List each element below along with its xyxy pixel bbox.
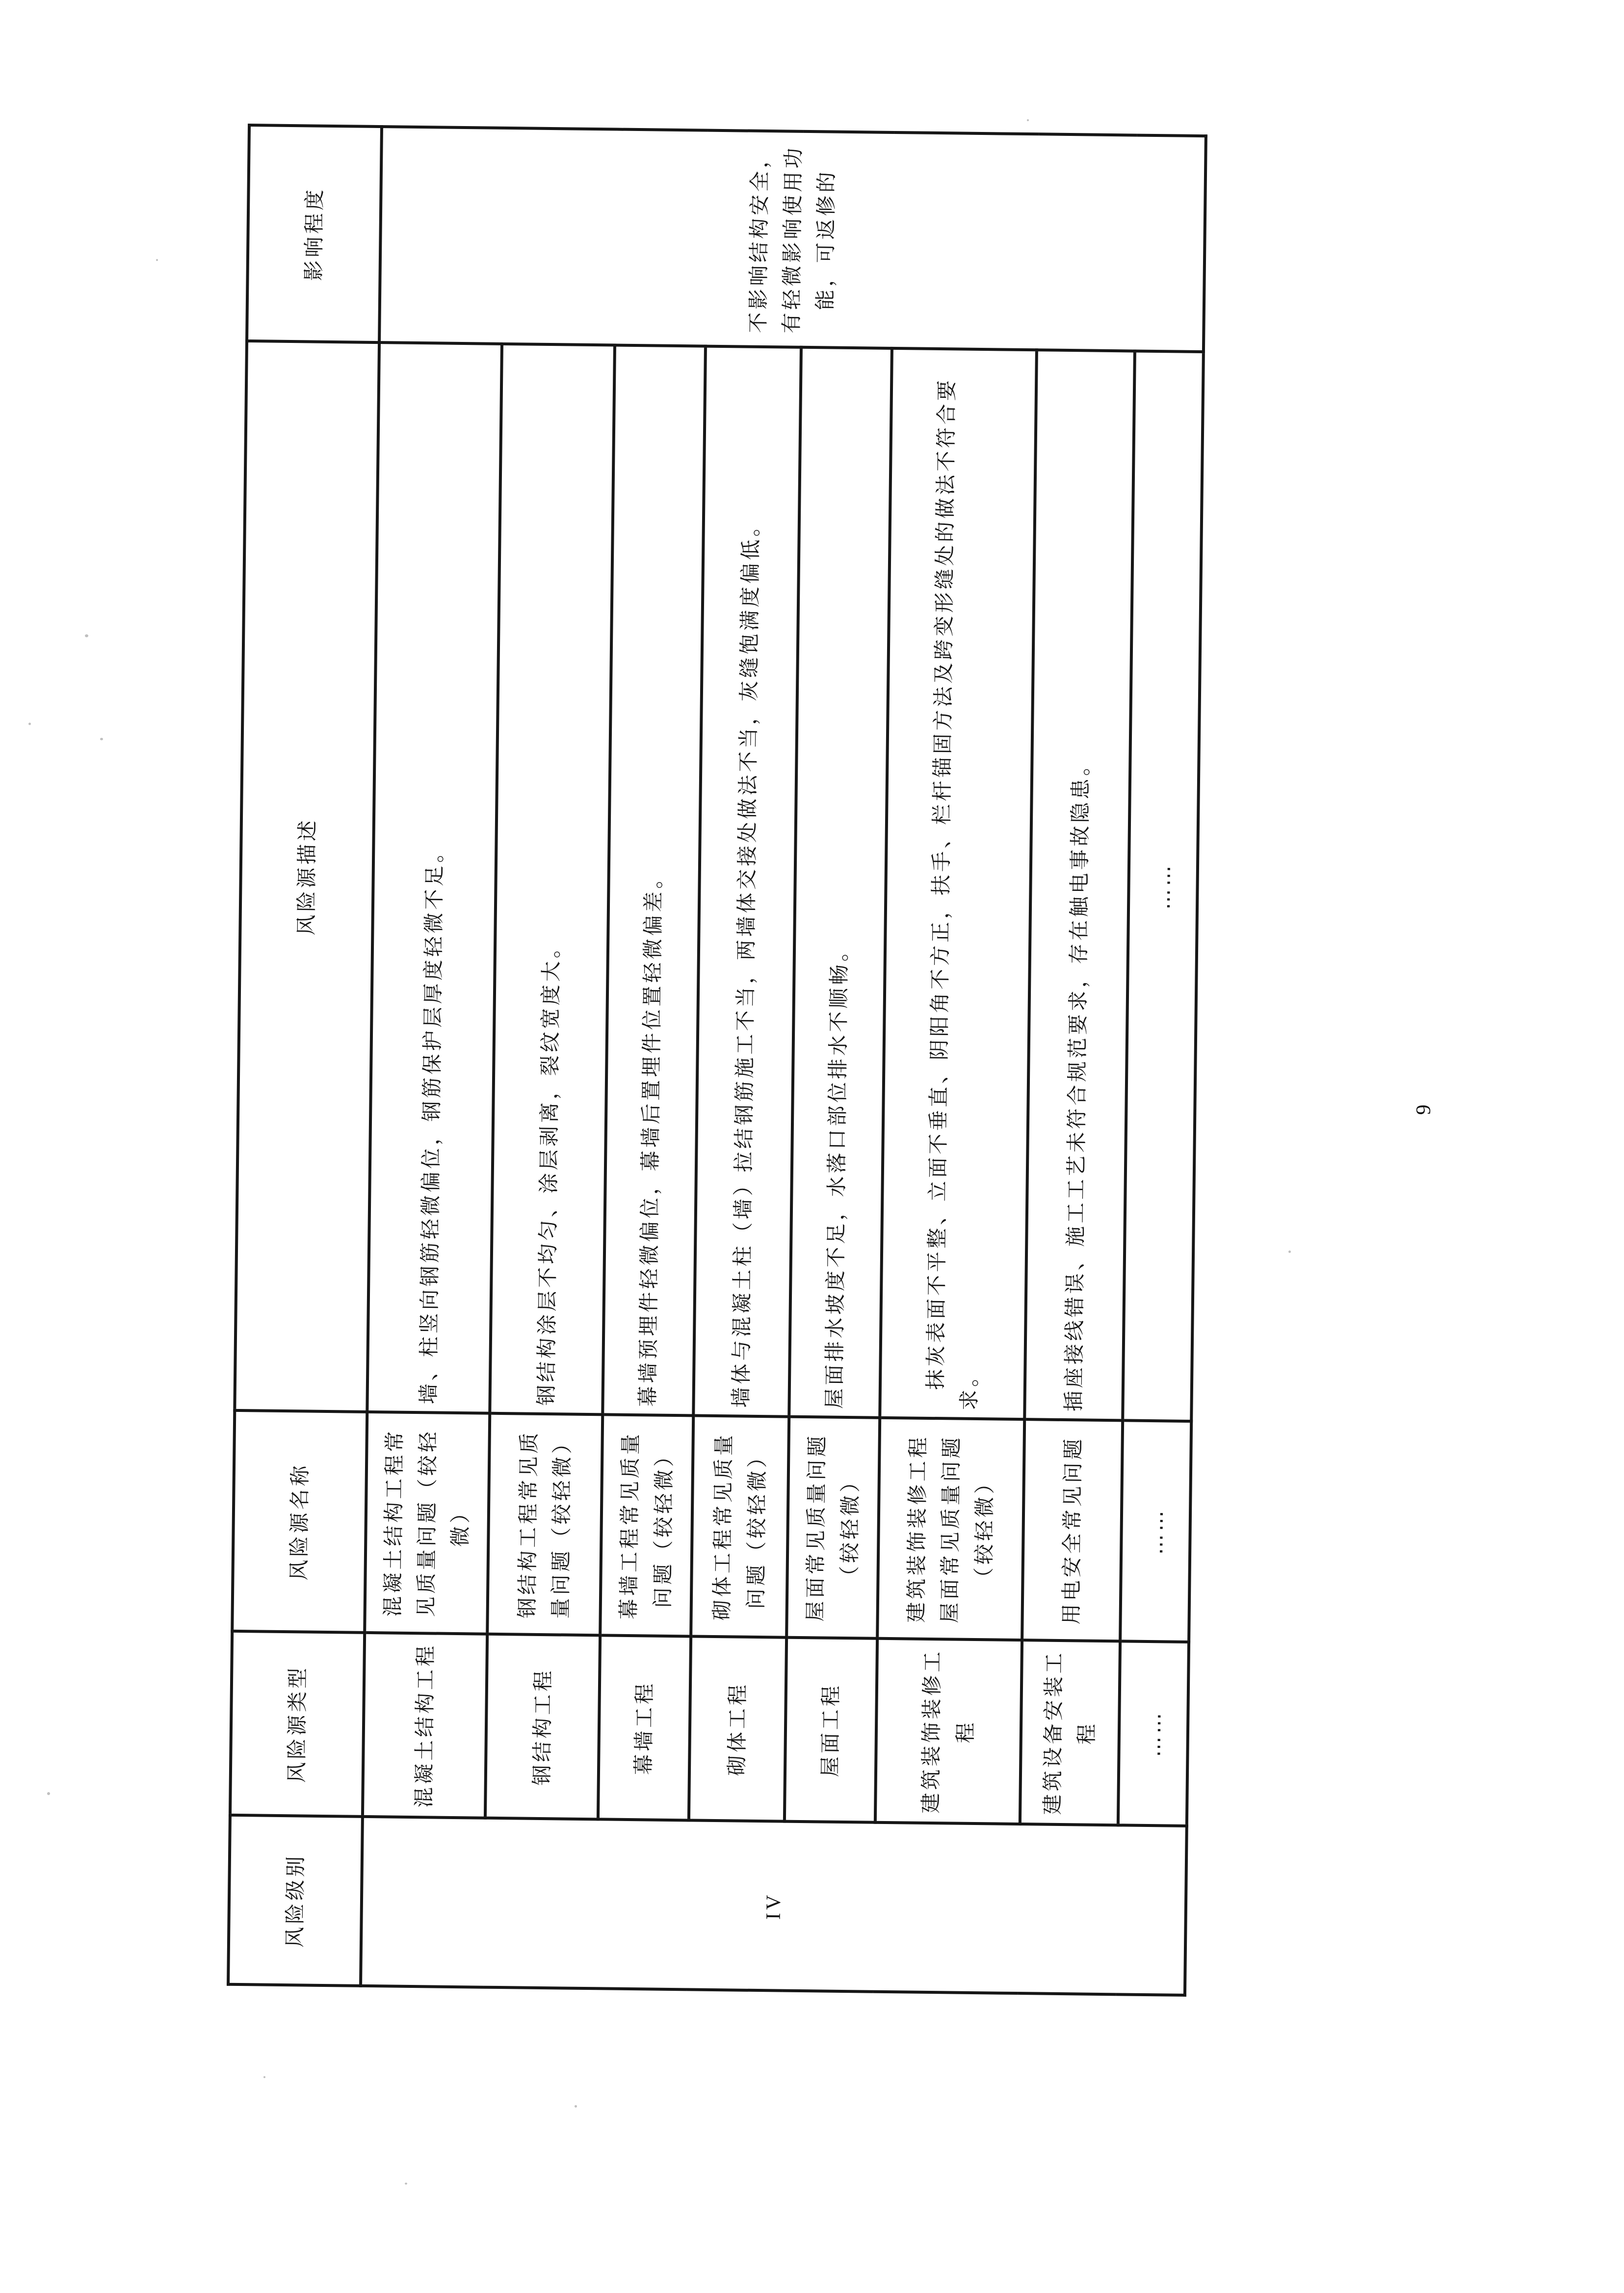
risk-table-header bbox=[228, 125, 382, 1986]
risk-source-name-cell: 混凝土结构工程常见质量问题（较轻微） bbox=[365, 1412, 490, 1634]
risk-source-type-cell: …… bbox=[1118, 1641, 1189, 1826]
risk-table bbox=[227, 124, 1207, 1997]
scan-speck bbox=[156, 259, 158, 261]
risk-source-type-cell: 混凝土结构工程 bbox=[363, 1633, 487, 1818]
table-row bbox=[873, 132, 1039, 1993]
risk-level-cell: IV bbox=[361, 1817, 1187, 1995]
table-row bbox=[361, 127, 504, 1987]
risk-source-name-cell: …… bbox=[1120, 1420, 1191, 1642]
risk-source-type-cell: 幕墙工程 bbox=[598, 1635, 691, 1820]
scan-speck bbox=[575, 2105, 577, 2108]
header-risk-source-type: 风险源类型 bbox=[230, 1631, 365, 1817]
scan-speck bbox=[1288, 1251, 1291, 1253]
risk-source-desc-cell: 墙体与混凝土柱（墙）拉结钢筋施工不当，两墙体交接处做法不当，灰缝饱满度偏低。 bbox=[693, 346, 801, 1417]
header-risk-source-name: 风险源名称 bbox=[232, 1410, 367, 1633]
risk-source-name-cell: 屋面常见质量问题（较轻微） bbox=[786, 1417, 880, 1639]
header-risk-source-desc: 风险源描述 bbox=[235, 341, 379, 1412]
risk-source-name-cell: 钢结构工程常见质量问题（较轻微） bbox=[487, 1413, 602, 1636]
risk-source-desc-cell: 墙、柱竖向钢筋轻微偏位，钢筋保护层厚度轻微不足。 bbox=[367, 342, 502, 1413]
risk-source-desc-cell: 抹灰表面不平整、立面不垂直、阴阳角不方正，扶手、栏杆锚固方法及跨变形缝处的做法不符合要求。 bbox=[880, 348, 1037, 1419]
impact-degree-cell: 不影响结构安全，有轻微影响使用功能，可返修的 bbox=[379, 127, 1206, 352]
risk-source-desc-cell: …… bbox=[1123, 351, 1204, 1421]
header-risk-level: 风险级别 bbox=[228, 1815, 363, 1986]
risk-source-name-cell: 用电安全常见问题 bbox=[1022, 1419, 1123, 1641]
table-row bbox=[483, 128, 617, 1988]
risk-source-type-cell: 钢结构工程 bbox=[485, 1634, 600, 1820]
scan-speck bbox=[100, 738, 103, 740]
risk-source-type-cell: 砌体工程 bbox=[689, 1636, 786, 1821]
scan-speck bbox=[263, 2076, 265, 2078]
risk-source-name-cell: 幕墙工程常见质量问题（较轻微） bbox=[600, 1414, 693, 1636]
scan-speck bbox=[1027, 119, 1029, 121]
scan-speck bbox=[28, 723, 31, 725]
risk-source-type-cell: 屋面工程 bbox=[785, 1638, 877, 1823]
risk-source-desc-cell: 屋面排水坡度不足，水落口部位排水不顺畅。 bbox=[789, 347, 892, 1418]
risk-source-desc-cell: 插座接线错误、施工工艺未符合规范要求，存在触电事故隐患。 bbox=[1024, 350, 1135, 1420]
page-number: 9 bbox=[1413, 1104, 1435, 1115]
risk-source-name-cell: 建筑装饰装修工程屋面常见质量问题（较轻微） bbox=[877, 1418, 1024, 1640]
rotated-table-container bbox=[248, 127, 1205, 1986]
header-row bbox=[228, 125, 382, 1986]
scan-speck bbox=[405, 2183, 407, 2185]
risk-source-name-cell: 砌体工程常见质量问题（较轻微） bbox=[691, 1415, 789, 1637]
risk-source-desc-cell: 幕墙预埋件轻微偏位，幕墙后置埋件位置轻微偏差。 bbox=[602, 345, 706, 1416]
header-impact-degree: 影响程度 bbox=[247, 125, 382, 342]
scan-speck bbox=[47, 1792, 50, 1795]
risk-source-type-cell: 建筑设备安装工程 bbox=[1020, 1640, 1120, 1825]
scan-speck bbox=[85, 634, 88, 637]
risk-source-type-cell: 建筑装饰装修工程 bbox=[875, 1639, 1022, 1824]
risk-source-desc-cell: 钢结构涂层不均匀、涂层剥离，裂纹宽度大。 bbox=[490, 344, 615, 1414]
risk-table-body bbox=[361, 127, 1206, 1995]
